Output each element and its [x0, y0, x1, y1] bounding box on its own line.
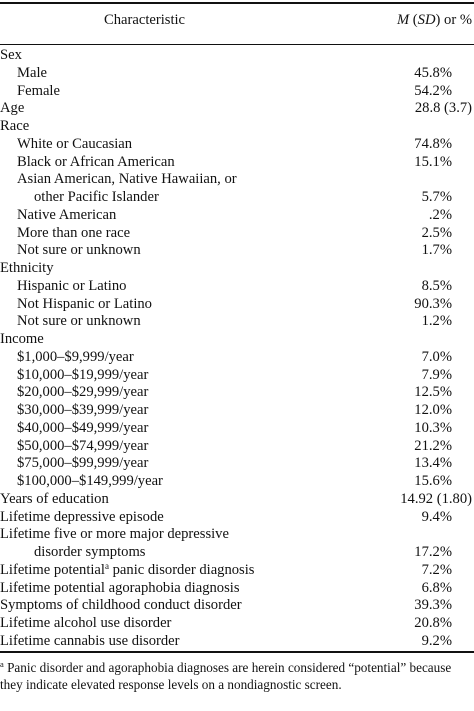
row-label	[0, 491, 109, 509]
column-header-characteristic: Characteristic	[104, 12, 186, 28]
row-label-text: Sex	[0, 47, 22, 63]
row-value: 74.8%	[414, 135, 452, 152]
table-row	[0, 367, 474, 385]
table-top-rule	[0, 2, 474, 4]
row-label	[34, 189, 159, 207]
row-label-text: Lifetime alcohol use disorder	[0, 615, 172, 631]
table-row	[0, 154, 474, 172]
table-row	[0, 384, 474, 402]
row-value: .2%	[428, 206, 452, 223]
table-row	[0, 491, 474, 509]
row-value: 39.3%	[414, 597, 452, 614]
table-row	[0, 455, 474, 473]
row-label	[17, 171, 237, 189]
row-label	[0, 633, 180, 651]
row-value: 1.7%	[421, 242, 452, 259]
table-row	[0, 260, 474, 278]
header-rest: or %	[440, 12, 472, 28]
row-label	[17, 242, 141, 260]
row-value: 28.8 (3.7)	[414, 100, 472, 117]
row-label-text: Asian American, Native Hawaiian, or	[17, 171, 237, 188]
table-row	[0, 438, 474, 456]
table-row	[0, 136, 474, 154]
table-row	[0, 171, 474, 189]
table-header	[0, 12, 474, 36]
row-value: 9.4%	[421, 508, 452, 525]
row-label-text: Symptoms of childhood conduct disorder	[0, 597, 242, 614]
table-row	[0, 349, 474, 367]
header-m: M	[396, 12, 410, 28]
table-row	[0, 83, 474, 101]
row-label-text: Ethnicity	[0, 260, 54, 276]
row-label	[0, 47, 22, 65]
row-label-text: Age	[0, 100, 25, 117]
row-label	[17, 225, 130, 243]
row-label-text: other Pacific Islander	[34, 189, 159, 205]
row-label	[17, 420, 148, 438]
row-value: 90.3%	[414, 295, 452, 312]
row-label-text: $10,000–$19,999/year	[17, 366, 149, 383]
row-label	[0, 597, 242, 615]
row-label-text: Lifetime five or more major depressive	[0, 526, 229, 543]
row-label-text: Lifetime cannabis use disorder	[0, 632, 180, 649]
row-value: 7.0%	[421, 348, 452, 365]
footnote-text: Panic disorder and agoraphobia diagnoses are herein considered “potential” because they indicate elevated response levels on a nondiagnostic screen.	[0, 660, 452, 692]
table-row	[0, 296, 474, 314]
row-label-text: Lifetime potential agoraphobia diagnosis	[0, 579, 240, 596]
row-label-text: Years of education	[0, 490, 109, 507]
table-row	[0, 402, 474, 420]
row-label-text: Black or African American	[17, 153, 175, 170]
row-label	[34, 544, 145, 562]
row-label-text: $50,000–$74,999/year	[17, 437, 149, 454]
row-value: 14.92 (1.80)	[400, 490, 472, 507]
row-label	[0, 118, 29, 136]
row-label	[0, 562, 254, 580]
table-bottom-rule	[0, 651, 474, 653]
row-label-text: $1,000–$9,999/year	[17, 348, 134, 365]
row-label-text: $40,000–$49,999/year	[17, 419, 149, 436]
row-label	[17, 313, 141, 331]
row-value: 15.6%	[414, 473, 452, 489]
row-label	[17, 296, 152, 314]
row-value: 6.8%	[421, 579, 452, 596]
table-row	[0, 615, 474, 633]
row-value: 13.4%	[414, 455, 452, 472]
row-value: 8.5%	[421, 277, 452, 294]
row-label-text: Race	[0, 118, 30, 134]
row-label-text: $20,000–$29,999/year	[17, 384, 149, 401]
row-value: 17.2%	[414, 544, 452, 560]
row-value: 12.0%	[414, 402, 452, 418]
row-label	[0, 100, 24, 118]
row-label-text: More than one race	[17, 224, 131, 241]
row-label-rest: panic disorder diagnosis	[108, 561, 255, 578]
table-row	[0, 225, 474, 243]
row-label-text: $30,000–$39,999/year	[17, 402, 149, 418]
row-label-text: Not sure or unknown	[17, 313, 141, 330]
table-footnote	[0, 660, 472, 693]
table-row	[0, 47, 474, 65]
row-value: 21.2%	[414, 437, 452, 454]
row-label	[0, 526, 229, 544]
row-label	[17, 83, 60, 101]
table-body	[0, 47, 474, 651]
column-header-value: M (SD) or %	[396, 12, 472, 28]
table-row	[0, 473, 474, 491]
row-value: 15.1%	[414, 153, 452, 170]
row-value: 1.2%	[421, 313, 452, 330]
row-label-text: Not Hispanic or Latino	[17, 295, 152, 312]
table-row	[0, 633, 474, 651]
row-label	[17, 349, 134, 367]
row-label	[17, 473, 163, 491]
row-value: 7.9%	[421, 366, 452, 383]
table-row	[0, 331, 474, 349]
table-row	[0, 313, 474, 331]
table-row	[0, 526, 474, 544]
table-row	[0, 242, 474, 260]
row-label	[0, 580, 240, 598]
row-label	[17, 154, 175, 172]
table-row	[0, 278, 474, 296]
row-label-text: White or Caucasian	[17, 135, 133, 152]
row-label-text: $100,000–$149,999/year	[17, 473, 163, 489]
table-row	[0, 65, 474, 83]
row-label-text: Lifetime potential	[0, 561, 105, 578]
table-row	[0, 509, 474, 527]
row-label-text: Lifetime depressive episode	[0, 508, 164, 525]
table-row	[0, 100, 474, 118]
row-label	[0, 331, 44, 349]
row-label	[17, 278, 126, 296]
footnote-marker: a	[0, 659, 4, 669]
row-label	[17, 65, 47, 83]
table-row	[0, 420, 474, 438]
row-label-text: Native American	[17, 206, 117, 223]
row-label	[17, 136, 132, 154]
row-label	[17, 384, 148, 402]
row-value: 10.3%	[414, 419, 452, 436]
table-row	[0, 597, 474, 615]
row-value: 45.8%	[414, 64, 452, 81]
row-label	[17, 438, 148, 456]
row-label-text: $75,000–$99,999/year	[17, 455, 149, 472]
row-label-text: Male	[17, 64, 47, 81]
row-label	[0, 615, 171, 633]
footnote-ref: a	[104, 560, 109, 571]
row-label	[0, 509, 164, 527]
row-value: 54.2%	[414, 82, 452, 99]
row-value: 20.8%	[414, 615, 452, 631]
row-label	[17, 367, 148, 385]
header-sd: SD	[417, 12, 436, 28]
row-label	[0, 260, 54, 278]
table-row	[0, 207, 474, 225]
table-row	[0, 580, 474, 598]
row-label	[17, 402, 148, 420]
row-value: 7.2%	[421, 561, 452, 578]
table-row	[0, 118, 474, 136]
table-row	[0, 189, 474, 207]
row-label-text: Female	[17, 82, 60, 99]
row-label-text: Not sure or unknown	[17, 242, 141, 259]
row-label-text: Income	[0, 331, 44, 347]
row-label	[17, 455, 148, 473]
table-header-rule	[0, 44, 474, 45]
table-row	[0, 562, 474, 580]
row-label-text: Hispanic or Latino	[17, 277, 127, 294]
table-row	[0, 544, 474, 562]
row-value: 12.5%	[414, 384, 452, 401]
row-value: 2.5%	[421, 224, 452, 241]
row-value: 5.7%	[421, 189, 452, 205]
row-label-text: disorder symptoms	[34, 544, 146, 560]
row-label	[17, 207, 116, 225]
row-value: 9.2%	[421, 632, 452, 649]
